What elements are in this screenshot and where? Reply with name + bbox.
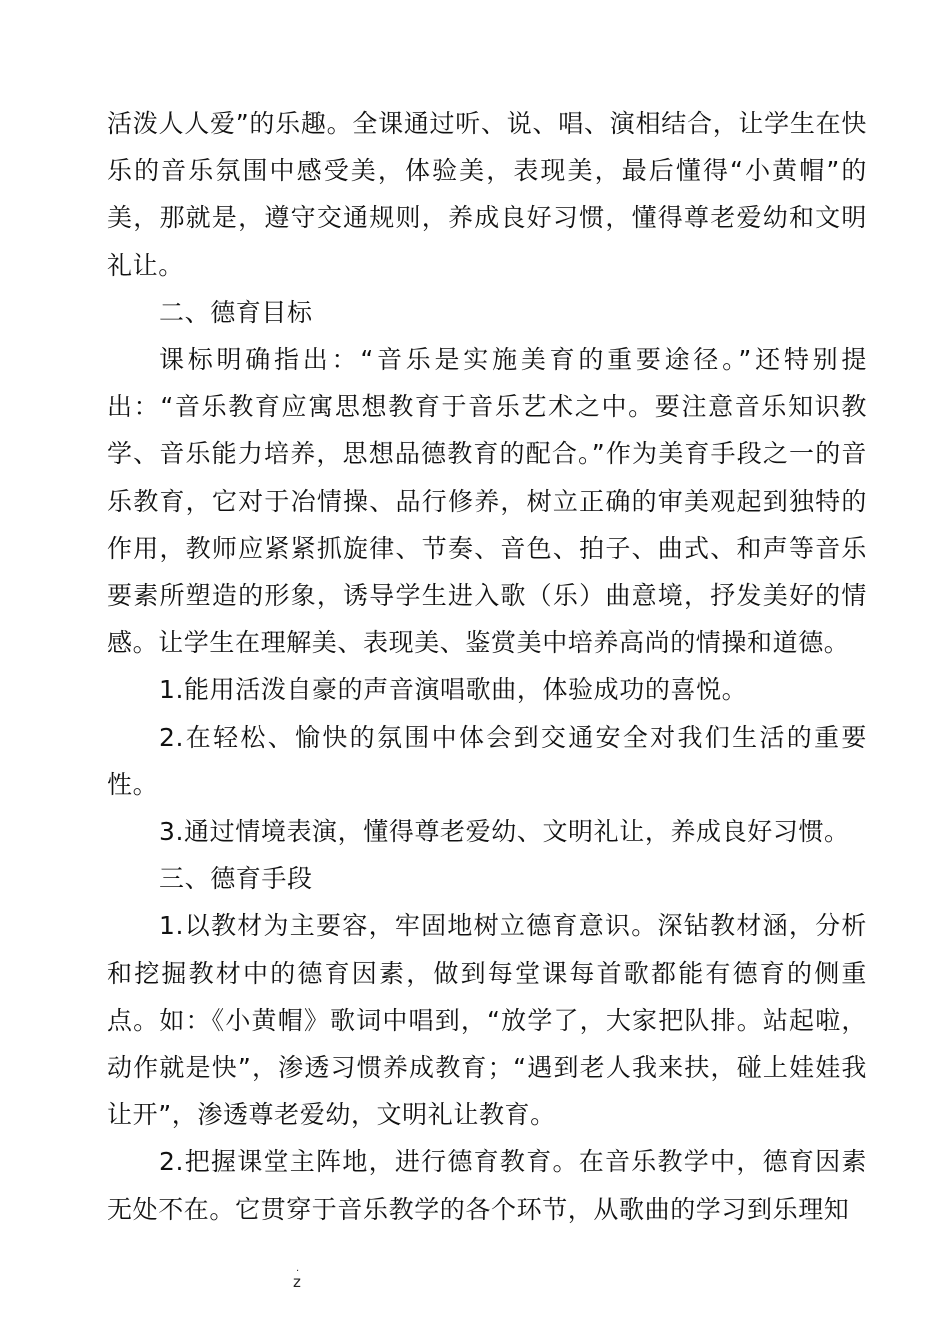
goal-item-1: 1.能用活泼自豪的声音演唱歌曲，体验成功的喜悦。 <box>159 675 748 705</box>
heading-moral-education-means: 三、德育手段 <box>159 864 313 894</box>
heading-moral-education-goals: 二、德育目标 <box>159 297 313 327</box>
goal-item-3: 3.通过情境表演，懂得尊老爱幼、文明礼让，养成良好习惯。 <box>159 817 850 847</box>
document-body <box>107 100 867 1233</box>
paragraph-intro-continuation: 活泼人人爱”的乐趣。全课通过听、说、唱、演相结合，让学生在快乐的音乐氛围中感受美，体验美，表现美，最后懂得“小黄帽”的美，那就是，遵守交通规则，养成良好习惯，懂得尊老爱幼和文明礼让。 <box>107 109 867 280</box>
footer-dot: . <box>296 1263 300 1274</box>
means-item-1: 1.以教材为主要容，牢固地树立德育意识。深钻教材涵，分析和挖掘教材中的德育因素，做到每堂课每首歌都能有德育的侧重点。如：《小黄帽》歌词中唱到，“放学了，大家把队排。站起啦，动作就是快”，渗透习惯养成教育；“遇到老人我来扶，碰上娃娃我让开”，渗透尊老爱幼，文明礼让教育。 <box>107 911 867 1130</box>
paragraph-curriculum-standard: 课标明确指出：“音乐是实施美育的重要途径。”还特别提出：“音乐教育应寓思想教育于音乐艺术之中。要注意音乐知识教学、音乐能力培养，思想品德教育的配合。”作为美育手段之一的音乐教育，它对于冶情操、品行修养，树立正确的审美观起到独特的作用，教师应紧紧抓旋律、节奏、音色、拍子、曲式、和声等音乐要素所塑造的形象，诱导学生进入歌（乐）曲意境，抒发美好的情感。让学生在理解美、表现美、鉴赏美中培养高尚的情操和道德。 <box>107 345 867 658</box>
goal-item-2: 2.在轻松、愉快的氛围中体会到交通安全对我们生活的重要性。 <box>107 722 867 799</box>
footer-page-mark: z <box>293 1273 301 1291</box>
means-item-2: 2.把握课堂主阵地，进行德育教育。在音乐教学中，德育因素无处不在。它贯穿于音乐教学的各个环节，从歌曲的学习到乐理知 <box>107 1147 867 1224</box>
